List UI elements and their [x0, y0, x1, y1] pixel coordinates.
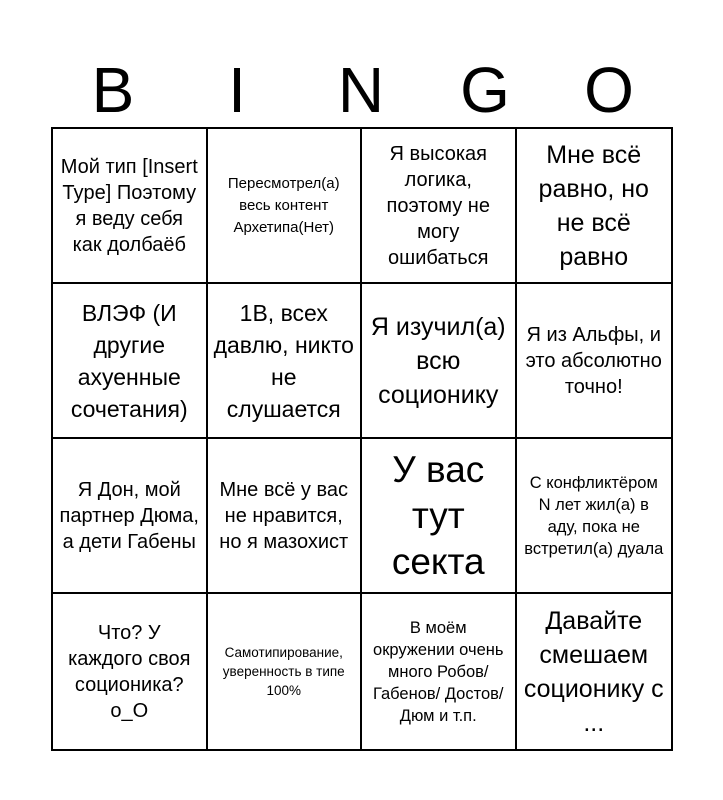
- header-letter-g: G: [460, 54, 510, 126]
- bingo-cell[interactable]: [517, 129, 672, 284]
- cell-text: ВЛЭФ (И другие ахуенные сочетания): [70, 299, 188, 422]
- bingo-cell[interactable]: [517, 439, 672, 594]
- bingo-cell[interactable]: [362, 594, 517, 749]
- cell-text: Я Дон, мой партнер Дюма, а дети Габены: [59, 478, 199, 553]
- cell-text: Давайте смешаем соционику с ...: [523, 606, 664, 737]
- bingo-cell[interactable]: [208, 439, 363, 594]
- bingo-cell[interactable]: [362, 284, 517, 439]
- bingo-cell[interactable]: [208, 594, 363, 749]
- bingo-cell[interactable]: [517, 284, 672, 439]
- bingo-cell[interactable]: [517, 594, 672, 749]
- cell-text: В моём окружении очень много Робов/Габенов/ Достов/Дюм и т.п.: [372, 618, 504, 725]
- cell-text: 1В, всех давлю, никто не слушается: [213, 299, 354, 422]
- cell-text: Самотипирование, уверенность в типе 100%: [222, 645, 345, 698]
- cell-text: Мне всё равно, но не всё равно: [538, 140, 649, 271]
- cell-text: Что? У каждого своя соционика? о_О: [68, 621, 191, 722]
- bingo-cell[interactable]: [208, 129, 363, 284]
- bingo-cell[interactable]: [208, 284, 363, 439]
- cell-text: Пересмотрел(а) весь контент Архетипа(Нет): [227, 174, 340, 236]
- header-letter-o: O: [584, 54, 634, 126]
- header-letter-n: N: [337, 54, 385, 126]
- bingo-cell[interactable]: [53, 129, 208, 284]
- cell-text: Я из Альфы, и это абсолютно точно!: [525, 323, 662, 398]
- bingo-cell[interactable]: [53, 284, 208, 439]
- cell-text: С конфликтёром N лет жил(а) в аду, пока не встретил(а) дуала: [524, 473, 664, 558]
- bingo-cell[interactable]: [53, 594, 208, 749]
- bingo-cell[interactable]: [362, 129, 517, 284]
- bingo-grid: [51, 127, 673, 751]
- cell-text: Я высокая логика, поэтому не могу ошибаться: [386, 142, 490, 269]
- cell-text: У вас тут секта: [391, 448, 485, 582]
- cell-text: Мой тип [Insert Type] Поэтому я веду себя как долбаёб: [60, 155, 198, 256]
- header-letter-b: B: [91, 54, 135, 126]
- cell-text: Я изучил(а) всю соционику: [370, 312, 506, 409]
- cell-text: Мне всё у вас не нравится, но я мазохист: [219, 478, 349, 553]
- bingo-header: [51, 52, 671, 128]
- bingo-cell[interactable]: [53, 439, 208, 594]
- bingo-cell[interactable]: [362, 439, 517, 594]
- header-letter-i: I: [228, 54, 246, 126]
